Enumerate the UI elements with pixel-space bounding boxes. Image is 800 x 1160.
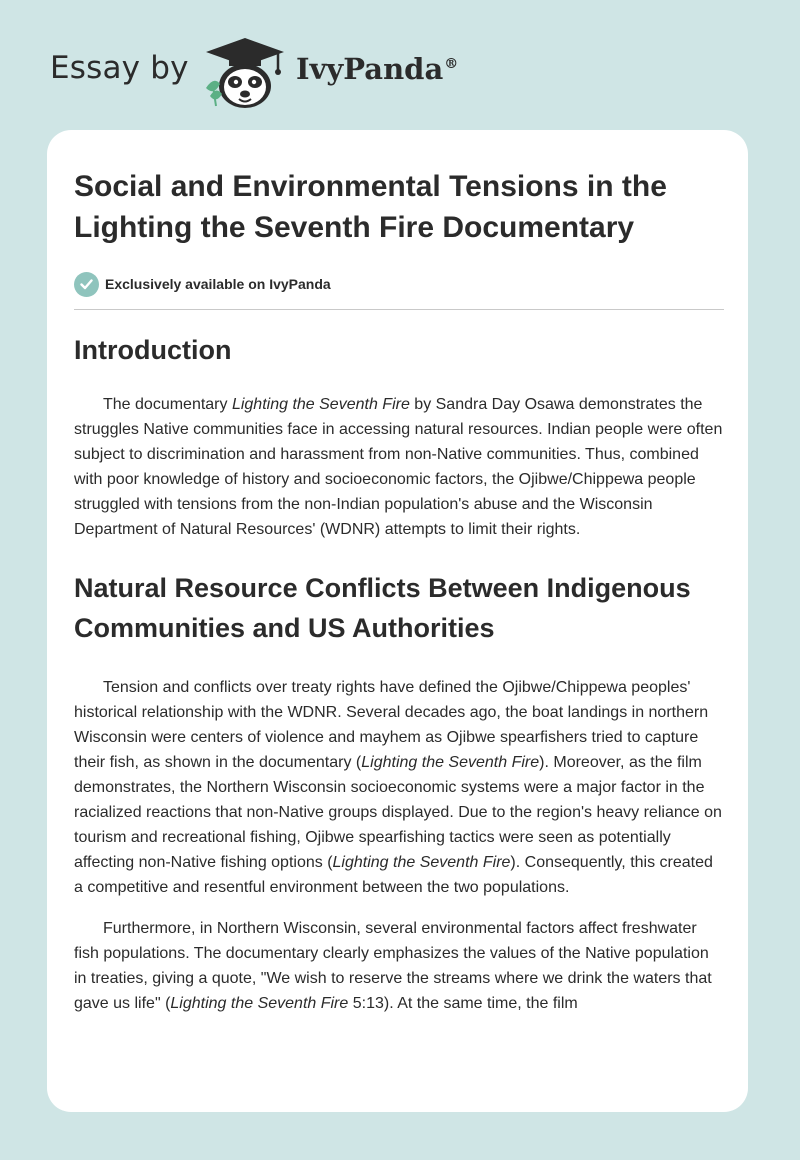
exclusive-badge bbox=[74, 271, 724, 297]
panda-graduate-icon[interactable] bbox=[200, 36, 290, 110]
cited-title: Lighting the Seventh Fire bbox=[170, 995, 349, 1012]
site-header bbox=[50, 36, 470, 110]
section-heading-resource-conflicts: Natural Resource Conflicts Between Indigenous Communities and US Authorities bbox=[74, 573, 691, 643]
essay-content bbox=[74, 166, 724, 1016]
registered-mark: ® bbox=[444, 56, 459, 73]
essay-card bbox=[47, 130, 748, 1112]
essay-by-label: Essay by bbox=[50, 50, 189, 86]
paragraph-resource-conflicts-2 bbox=[74, 916, 724, 1016]
text-run: ). Consequently, this created a competitive and resentful environment between the two populations. bbox=[74, 854, 713, 896]
text-run: The documentary bbox=[103, 396, 232, 413]
cited-title: Lighting the Seventh Fire bbox=[332, 854, 511, 871]
essay-title: Social and Environmental Tensions in the Lighting the Seventh Fire Documentary bbox=[74, 170, 667, 244]
text-run: ). Moreover, as the film demonstrates, the Northern Wisconsin socioeconomic systems were a major factor in the racialized reactions that non-Native groups displayed. Due to the region's heavy reliance on tourism and recreational fishing, Ojibwe spearfishing tactics were seen as potentially affecting non-Native fishing options ( bbox=[74, 754, 722, 871]
text-run: Furthermore, in Northern Wisconsin, several environmental factors affect freshwater fish populations. The documentary clearly emphasizes the values of the Native population in treaties, giving a quote, "We wish to reserve the streams where we drink the waters that gave us life" ( bbox=[74, 920, 712, 1012]
paragraph-resource-conflicts-1 bbox=[74, 675, 724, 900]
text-run: Tension and conflicts over treaty rights have defined the Ojibwe/Chippewa peoples' historical relationship with the WDNR. Several decades ago, the boat landings in northern Wisconsin were centers of violence and mayhem as Ojibwe spearfishers tried to capture their fish, as shown in the documentary ( bbox=[74, 679, 709, 771]
title-divider bbox=[74, 309, 724, 310]
cited-title: Lighting the Seventh Fire bbox=[361, 754, 540, 771]
text-run: 5:13). At the same time, the film bbox=[348, 995, 578, 1012]
paragraph-introduction bbox=[74, 392, 724, 542]
cited-title: Lighting the Seventh Fire bbox=[231, 396, 410, 413]
section-heading-introduction: Introduction bbox=[74, 335, 232, 365]
text-run: by Sandra Day Osawa demonstrates the struggles Native communities face in accessing natural resources. Indian people were often subject to discrimination and harassment from non-Native communities. Thus, combined with poor knowledge of history and socioeconomic factors, the Ojibwe/Chippewa people struggled with tensions from the non-Indian population's abuse and the Wisconsin Department of Natural Resources' (WDNR) attempts to limit their rights. bbox=[74, 396, 723, 538]
check-circle-icon bbox=[74, 272, 99, 297]
exclusive-label: Exclusively available on IvyPanda bbox=[105, 276, 331, 292]
ivypanda-wordmark[interactable]: IvyPanda® bbox=[296, 52, 459, 86]
